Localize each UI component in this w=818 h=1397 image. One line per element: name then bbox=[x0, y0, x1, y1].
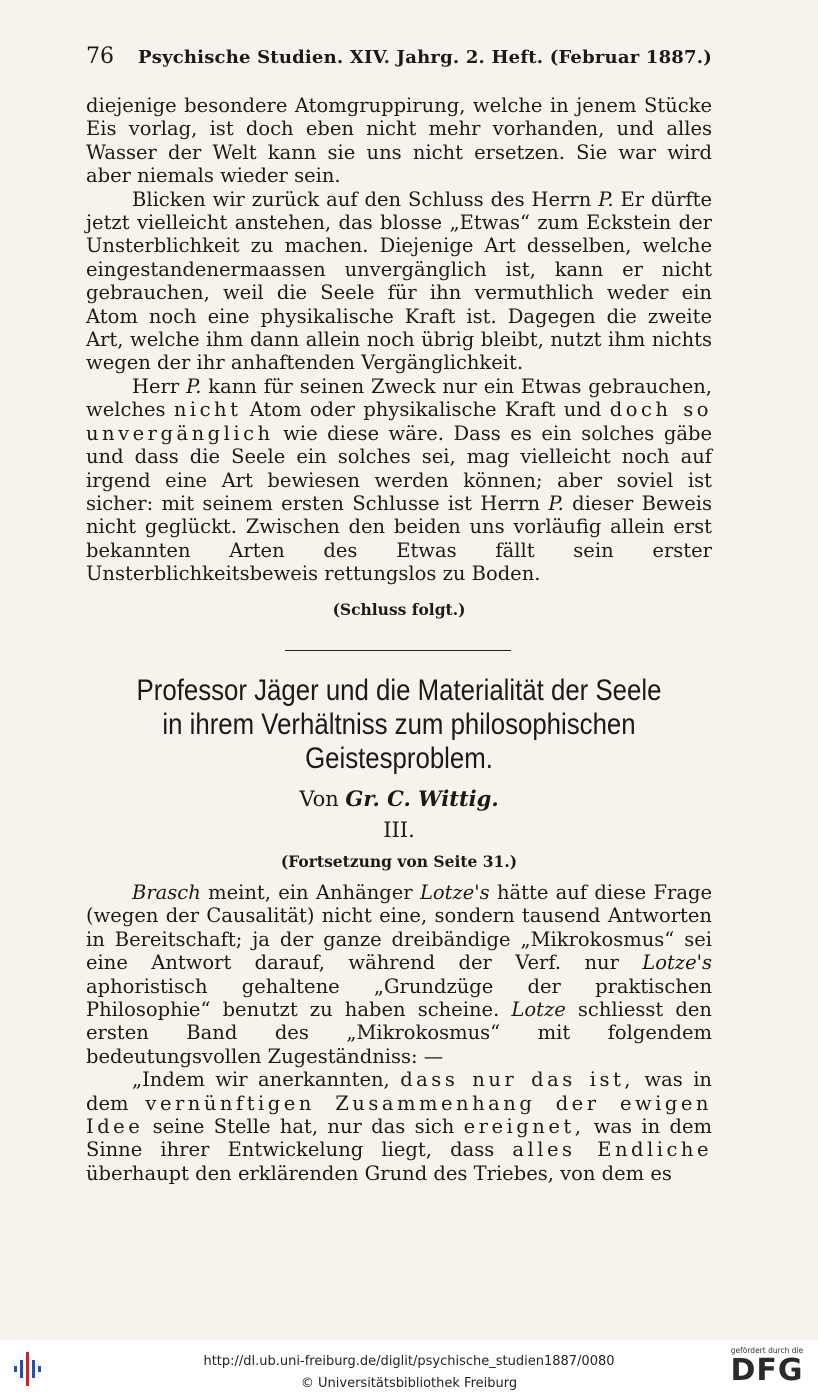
previous-article-text bbox=[86, 94, 712, 586]
paragraph: Herr P. kann für seinen Zweck nur ein Etwas gebrauchen, welches nicht Atom oder physikalische Kraft und doch so unvergänglich wie diese wäre. Dass es ein solches gäbe und dass die Seele ein solches sei, mag vielleicht noch auf irgend eine Art bewiesen werden können; aber soviel ist sicher: mit seinem ersten Schlusse ist Herrn P. dieser Beweis nicht geglückt. Zwischen den beiden uns vorläufig allein erst bekannten Arten des Etwas fällt sein erster Unsterblichkeitsbeweis rettungslos zu Boden. bbox=[86, 374, 712, 586]
running-title: Psychische Studien. XIV. Jahrg. 2. Heft. (Februar 1887.) bbox=[138, 47, 712, 68]
paragraph: Brasch meint, ein Anhänger Lotze's hätte auf diese Frage (wegen der Causalität) nicht eine, sondern tausend Antworten in Bereitschaft; ja der ganze dreibändige „Mikrokosmus“ sei eine Antwort darauf, während der Verf. nur Lotze's aphoristisch gehaltene „Grundzüge der praktischen Philosophie“ benutzt zu haben scheine. Lotze schliesst den ersten Band des „Mikrokosmus“ mit folgendem bedeutungsvollen Zugeständniss: — bbox=[86, 881, 712, 1068]
paragraph: „Indem wir anerkannten, dass nur das ist, was in dem vernünftigen Zusammenhang der ewigen Idee seine Stelle hat, nur das sich ereignet, was in dem Sinne ihrer Entwickelung liegt, dass alles Endliche überhaupt den erklärenden Grund des Triebes, von dem es bbox=[86, 1068, 712, 1185]
paragraph: diejenige besondere Atomgruppirung, welche in jenem Stücke Eis vorlag, ist doch eben nicht mehr vorhanden, und alles Wasser der Welt kann sie uns nicht ersetzen. Sie war wird aber niemals wieder sein. bbox=[86, 94, 712, 188]
continuation-note: (Fortsetzung von Seite 31.) bbox=[280, 852, 518, 871]
article-title bbox=[130, 674, 668, 776]
section-divider bbox=[285, 650, 511, 651]
dfg-logo bbox=[722, 1346, 812, 1392]
dfg-wordmark: DFG bbox=[730, 1353, 804, 1388]
title-line: Geistesproblem. bbox=[305, 742, 493, 775]
dfg-caption: gefördert durch die bbox=[730, 1346, 804, 1355]
copyright-notice: © Universitätsbibliothek Freiburg bbox=[300, 1376, 518, 1391]
part-number: III. bbox=[383, 818, 415, 842]
title-line: in ihrem Verhältniss zum philosophischen bbox=[162, 708, 636, 741]
closing-note: (Schluss folgt.) bbox=[332, 600, 466, 619]
permalink-url[interactable]: http://dl.ub.uni-freiburg.de/diglit/psychische_studien1887/0080 bbox=[203, 1354, 615, 1369]
author-name: Gr. C. Wittig. bbox=[345, 786, 499, 811]
paragraph: Blicken wir zurück auf den Schluss des Herrn P. Er dürfte jetzt vielleicht anstehen, das blosse „Etwas“ zum Eckstein der Unsterblichkeit zu machen. Diejenige Art desselben, welche eingestandenermaassen unvergänglich ist, kann er nicht gebrauchen, weil die Seele für ihn vermuthlich weder ein Atom noch eine physikalische Kraft ist. Dagegen die zweite Art, welche ihm dann allein noch übrig bleibt, nutzt ihm nichts wegen der ihr anhaftenden Vergänglichkeit. bbox=[86, 187, 712, 375]
title-line: Professor Jäger und die Materialität der Seele bbox=[136, 674, 662, 707]
running-header bbox=[86, 44, 712, 74]
byline: Von Gr. C. Wittig. bbox=[299, 786, 499, 811]
article-body bbox=[86, 881, 712, 1185]
viewer-footer bbox=[0, 1340, 818, 1397]
page-number: 76 bbox=[86, 44, 114, 69]
